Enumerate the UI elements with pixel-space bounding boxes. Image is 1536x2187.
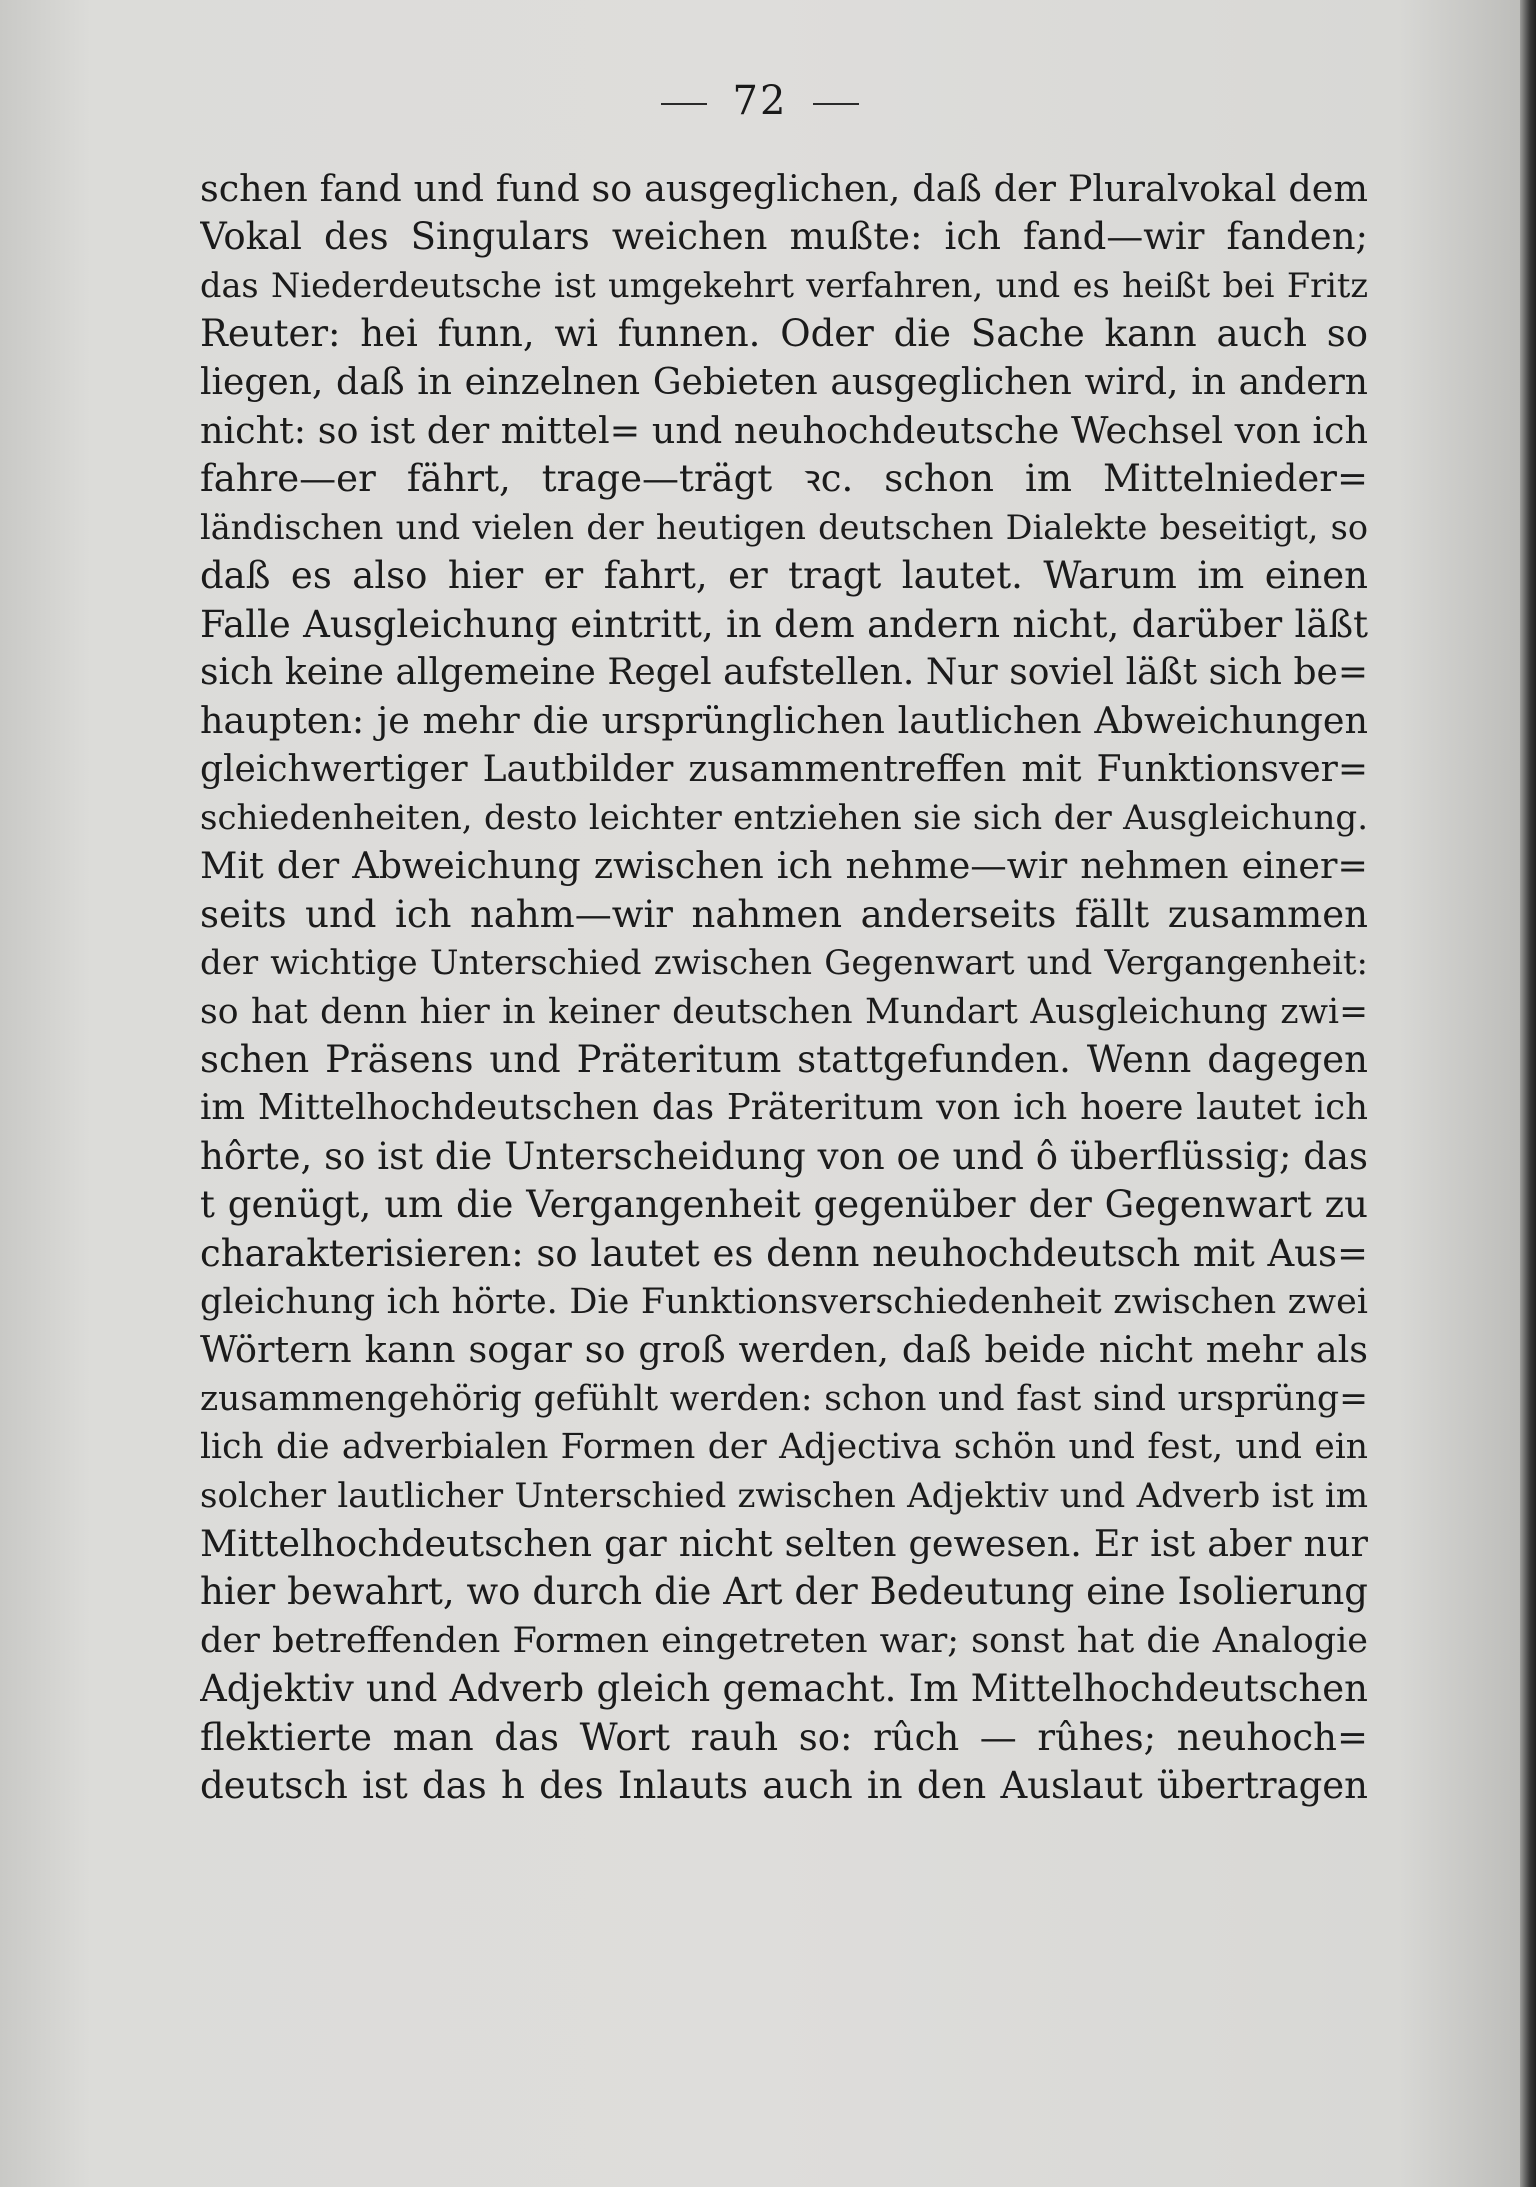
text-line: Mit der Abweichung zwischen ich nehme—wir nehmen einer= [200,844,1368,888]
text-line: gleichung ich hörte. Die Funktionsverschiedenheit zwischen zwei [200,1281,1368,1322]
text-line: gleichwertiger Lautbilder zusammentreffen mit Funktionsver= [200,748,1368,790]
text-line: zusammengehörig gefühlt werden: schon und fast sind ursprüng= [200,1378,1368,1419]
text-line: sich keine allgemeine Regel aufstellen. Nur soviel läßt sich be= [200,651,1368,693]
text-line: seits und ich nahm—wir nahmen anderseits fällt zusammen [200,892,1368,936]
text-line: charakterisieren: so lautet es denn neuhochdeutsch mit Aus= [200,1231,1368,1275]
text-line: schen fand und fund so ausgeglichen, daß der Pluralvokal dem [200,167,1368,210]
text-line: Reuter: hei funn, wi funnen. Oder die Sache kann auch so [200,312,1368,356]
text-line: flektierte man das Wort rauh so: rûch — rûhes; neuhoch= [200,1715,1368,1759]
text-line: schen Präsens und Präteritum stattgefunden. Wenn dagegen [200,1038,1368,1082]
text-line: so hat denn hier in keiner deutschen Mundart Ausgleichung zwi= [200,991,1368,1032]
text-line: liegen, daß in einzelnen Gebieten ausgeglichen wird, in andern [200,361,1368,403]
body-text [200,165,1368,1810]
text-line: schiedenheiten, desto leichter entziehen sie sich der Ausgleichung. [200,798,1368,839]
text-line: Falle Ausgleichung eintritt, in dem andern nicht, darüber läßt [200,602,1368,646]
text-line: deutsch ist das h des Inlauts auch in den Auslaut übertragen [200,1763,1368,1807]
text-line: hier bewahrt, wo durch die Art der Bedeutung eine Isolierung [200,1570,1368,1614]
page-header [0,78,1520,124]
text-line: im Mittelhochdeutschen das Präteritum von ich hoere lautet ich [200,1087,1368,1129]
text-line: Wörtern kann sogar so groß werden, daß beide nicht mehr als [200,1328,1368,1372]
text-line: der wichtige Unterschied zwischen Gegenwart und Vergangenheit: [200,943,1368,984]
page-edge-shadow [1520,0,1536,2187]
text-line: Mittelhochdeutschen gar nicht selten gewesen. Er ist aber nur [200,1521,1368,1565]
text-line: das Niederdeutsche ist umgekehrt verfahren, und es heißt bei Fritz [200,265,1368,305]
page-number: 72 [732,78,788,124]
text-line: daß es also hier er fahrt, er tragt lautet. Warum im einen [200,554,1368,598]
text-line: der betreffenden Formen eingetreten war; sonst hat die Analogie [200,1620,1368,1661]
text-line: solcher lautlicher Unterschied zwischen Adjektiv und Adverb ist im [200,1475,1368,1516]
text-line: lich die adverbialen Formen der Adjectiva schön und fest, und ein [200,1427,1368,1468]
text-line: fahre—er fährt, trage—trägt ꝛc. schon im Mittelnieder= [200,457,1368,501]
text-line: t genügt, um die Vergangenheit gegenüber der Gegenwart zu [200,1183,1368,1227]
text-line: Adjektiv und Adverb gleich gemacht. Im Mittelhochdeutschen [200,1667,1368,1711]
text-line: haupten: je mehr die ursprünglichen lautlichen Abweichungen [200,699,1368,743]
text-line: nicht: so ist der mittel= und neuhochdeutsche Wechsel von ich [200,408,1368,452]
text-line: Vokal des Singulars weichen mußte: ich fand—wir fanden; [200,215,1368,259]
text-line: ländischen und vielen der heutigen deutschen Dialekte beseitigt, so [200,507,1368,547]
text-line: hôrte, so ist die Unterscheidung von oe und ô überflüssig; das [200,1134,1368,1178]
left-dash [661,103,707,105]
right-dash [813,103,859,105]
